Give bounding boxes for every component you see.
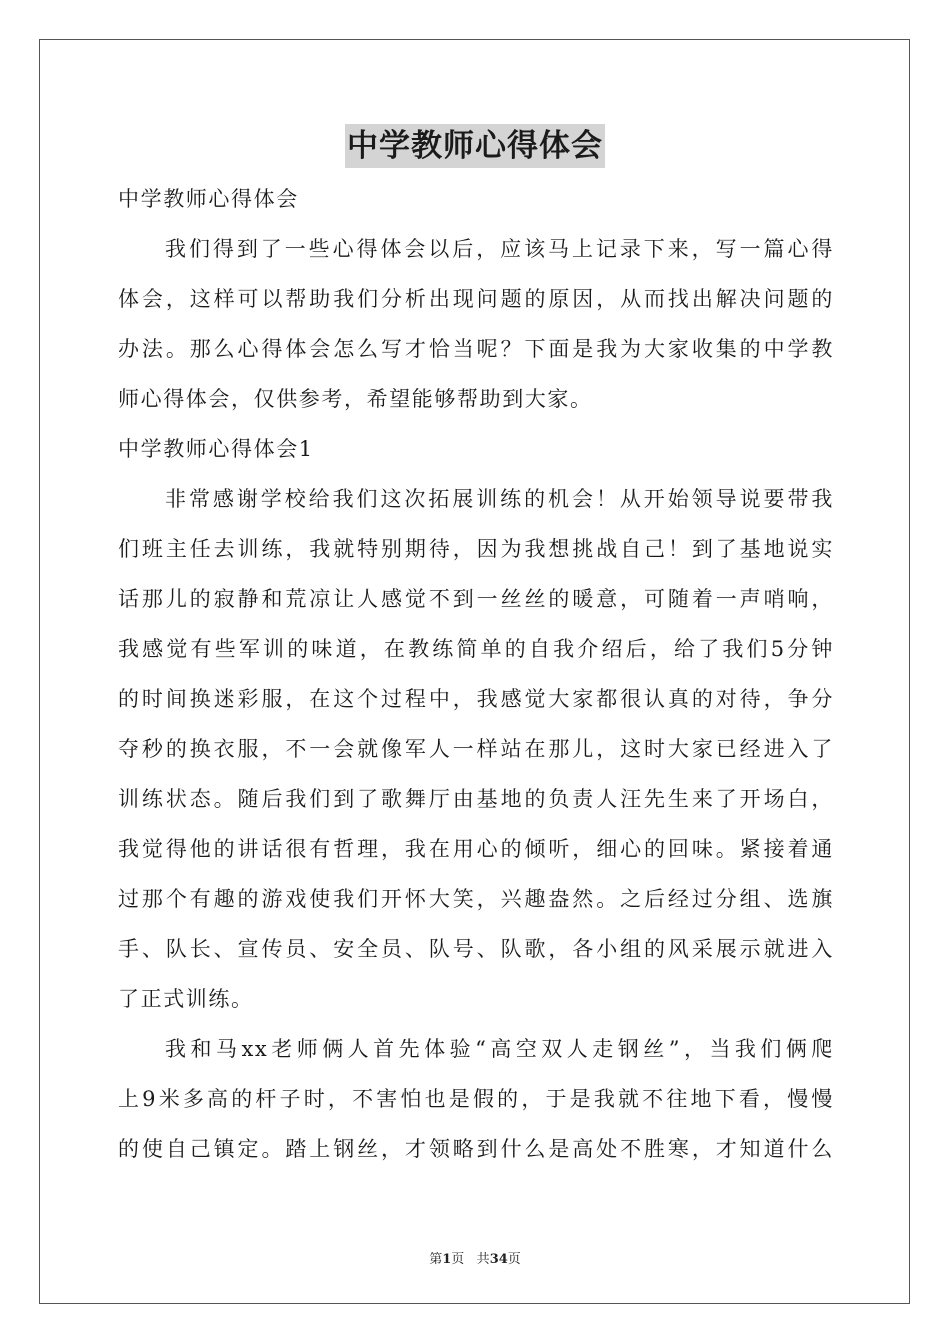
text-line: 体会，这样可以帮助我们分析出现问题的原因，从而找出解决问题的 bbox=[118, 287, 834, 311]
text-line: 办法。那么心得体会怎么写才恰当呢？下面是我为大家收集的中学教 bbox=[118, 337, 834, 361]
text-line: 过那个有趣的游戏使我们开怀大笑，兴趣盎然。之后经过分组、选旗 bbox=[118, 887, 834, 911]
total-pages: 34 bbox=[489, 1252, 508, 1267]
text-line: 了正式训练。 bbox=[118, 987, 254, 1011]
text-line: 话那儿的寂静和荒凉让人感觉不到一丝丝的暖意，可随着一声哨响， bbox=[118, 587, 834, 611]
page-footer bbox=[0, 1248, 950, 1267]
page-suffix: 页 bbox=[451, 1252, 465, 1267]
title-area bbox=[0, 124, 950, 168]
document-title: 中学教师心得体会 bbox=[345, 124, 605, 168]
text-line: 的使自己镇定。踏上钢丝，才领略到什么是高处不胜寒，才知道什么 bbox=[118, 1137, 834, 1161]
text-line: 上9米多高的杆子时，不害怕也是假的，于是我就不往地下看，慢慢 bbox=[118, 1087, 834, 1111]
text-line: 我觉得他的讲话很有哲理，我在用心的倾听，细心的回味。紧接着通 bbox=[118, 837, 834, 861]
document-body bbox=[118, 176, 834, 1176]
text-line: 我和马xx老师俩人首先体验“高空双人走钢丝”，当我们俩爬 bbox=[165, 1037, 834, 1061]
text-line: 我感觉有些军训的味道，在教练简单的自我介绍后，给了我们5分钟 bbox=[118, 637, 834, 661]
page-number: 1 bbox=[442, 1252, 452, 1267]
text-line: 非常感谢学校给我们这次拓展训练的机会！从开始领导说要带我 bbox=[165, 487, 834, 511]
text-line: 的时间换迷彩服，在这个过程中，我感觉大家都很认真的对待，争分 bbox=[118, 687, 834, 711]
total-suffix: 页 bbox=[507, 1252, 521, 1267]
text-line: 夺秒的换衣服，不一会就像军人一样站在那儿，这时大家已经进入了 bbox=[118, 737, 834, 761]
text-line: 手、队长、宣传员、安全员、队号、队歌，各小组的风采展示就进入 bbox=[118, 937, 834, 961]
text-line: 中学教师心得体会 bbox=[118, 187, 299, 211]
text-line: 们班主任去训练，我就特别期待，因为我想挑战自己！到了基地说实 bbox=[118, 537, 834, 561]
text-line: 中学教师心得体会1 bbox=[118, 437, 314, 461]
page-prefix: 第 bbox=[429, 1252, 443, 1267]
total-prefix: 共 bbox=[476, 1252, 490, 1267]
text-line: 师心得体会，仅供参考，希望能够帮助到大家。 bbox=[118, 387, 593, 411]
text-line: 我们得到了一些心得体会以后，应该马上记录下来，写一篇心得 bbox=[165, 237, 834, 261]
text-line: 训练状态。随后我们到了歌舞厅由基地的负责人汪先生来了开场白， bbox=[118, 787, 834, 811]
